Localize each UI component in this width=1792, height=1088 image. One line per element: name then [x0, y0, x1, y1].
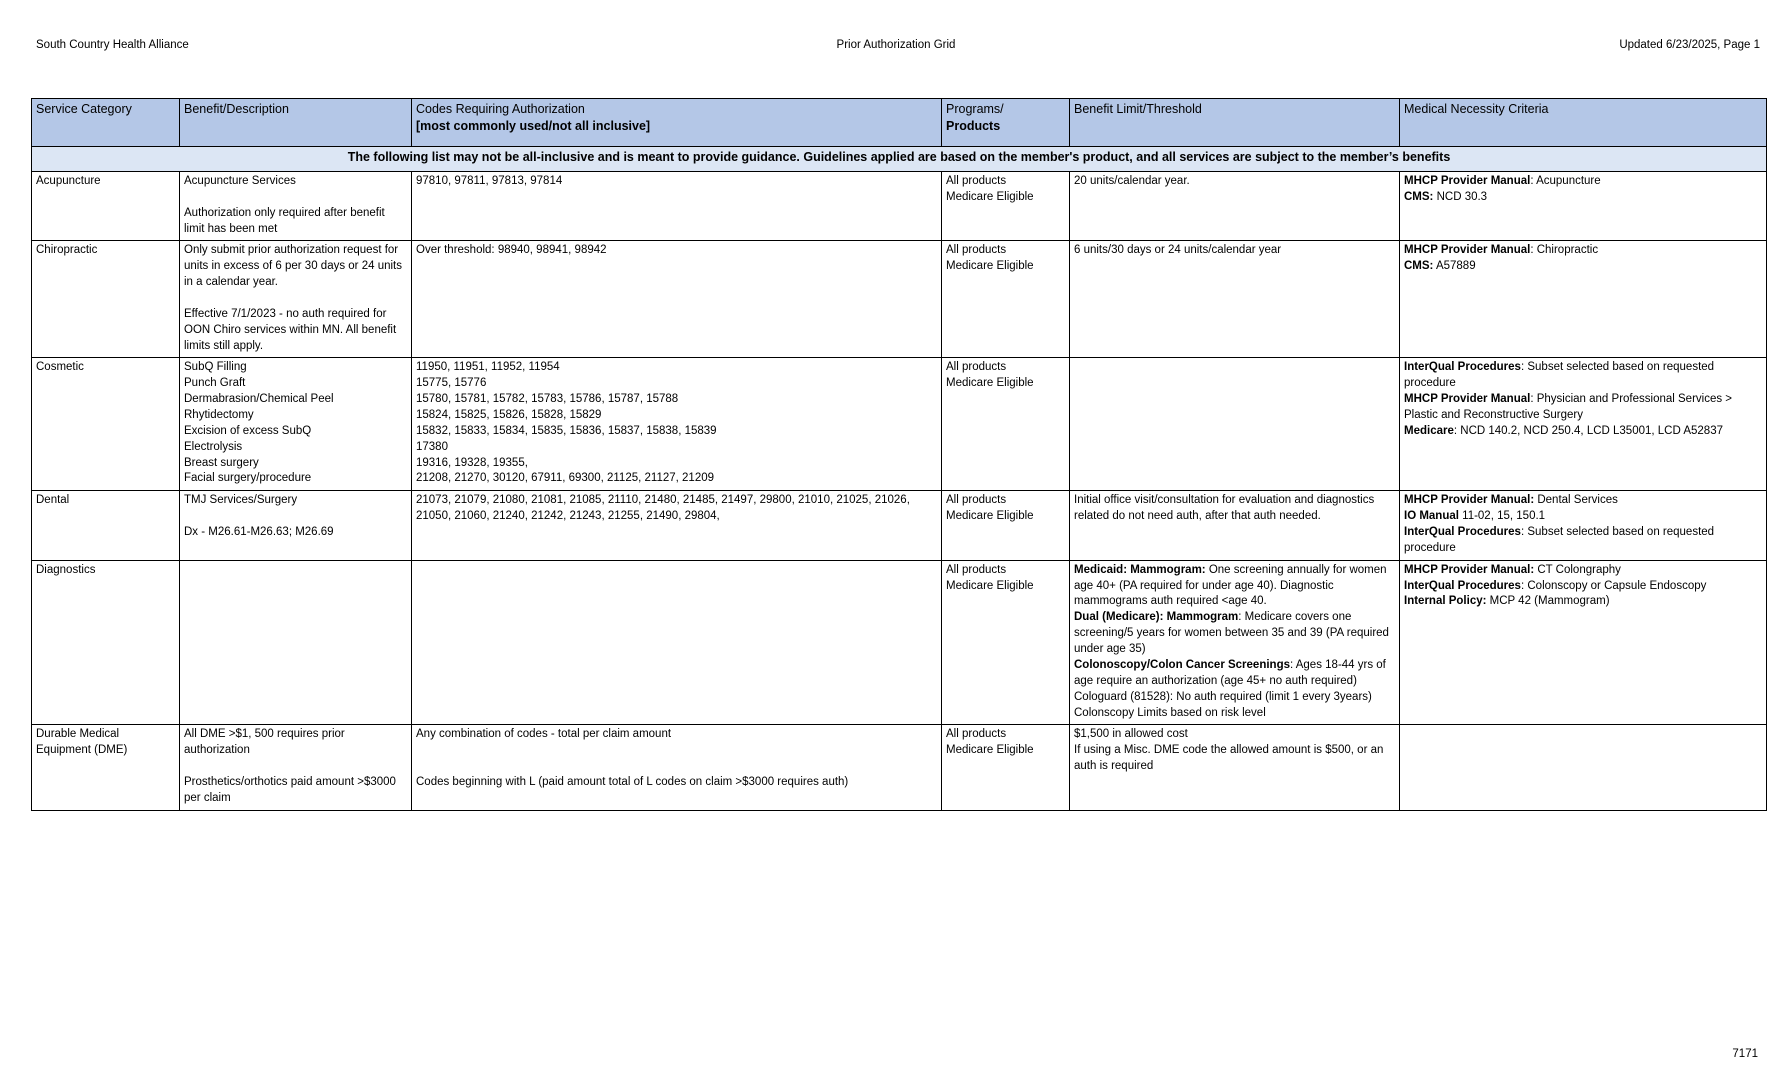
- cell-benefit-description-line: SubQ Filling: [184, 361, 247, 374]
- cell-programs-products-line: Medicare Eligible: [946, 260, 1034, 273]
- cell-medical-necessity-criteria: [1400, 358, 1767, 491]
- cell-benefit-limit-threshold-line: If using a Misc. DME code the allowed amount is $500, or an auth is required: [1074, 744, 1384, 773]
- cell-service-category: Durable Medical Equipment (DME): [32, 725, 180, 810]
- cell-benefit-description: [180, 491, 412, 560]
- cell-benefit-description-line: Rhytidectomy: [184, 409, 254, 422]
- cell-codes-requiring-authorization: [412, 172, 942, 241]
- cell-codes-requiring-authorization-line: 11950, 11951, 11952, 11954: [416, 361, 560, 374]
- cell-codes-requiring-authorization-line: Any combination of codes - total per claim amount: [416, 728, 672, 741]
- cell-benefit-description: [180, 358, 412, 491]
- cell-medical-necessity-criteria-item-text: Physician and Professional Services > Plastic and Reconstructive Surgery: [1404, 393, 1733, 422]
- cell-service-category: Acupuncture: [32, 172, 180, 241]
- cell-medical-necessity-criteria-item-label: IO Manual: [1404, 510, 1459, 523]
- cell-codes-requiring-authorization-line: 15832, 15833, 15834, 15835, 15836, 15837, 15838, 15839: [416, 424, 717, 437]
- cell-medical-necessity-criteria-item-separator: :: [1520, 526, 1525, 539]
- cell-medical-necessity-criteria-item-text: 11-02, 15, 150.1: [1458, 510, 1546, 523]
- cell-benefit-description-line: Authorization only required after benefit limit has been met: [184, 206, 385, 235]
- cell-medical-necessity-criteria-item-label: MHCP Provider Manual:: [1404, 563, 1535, 576]
- prior-authorization-grid: [31, 98, 1766, 811]
- column-header-label: Service Category: [36, 102, 132, 116]
- cell-programs-products-line: All products: [946, 728, 1007, 741]
- cell-codes-requiring-authorization-line: 15775, 15776: [416, 377, 487, 390]
- cell-medical-necessity-criteria-item-text: NCD 140.2, NCD 250.4, LCD L35001, LCD A52837: [1457, 424, 1723, 437]
- cell-benefit-description: [180, 725, 412, 810]
- column-header-programs-products: [942, 99, 1070, 147]
- cell-medical-necessity-criteria-item: [1404, 563, 1763, 579]
- column-header-benefit-description: [180, 99, 412, 147]
- cell-medical-necessity-criteria-item: [1404, 493, 1763, 509]
- cell-programs-products: [942, 491, 1070, 560]
- column-header-codes-requiring-authorization: [412, 99, 942, 147]
- cell-benefit-description-line: Facial surgery/procedure: [184, 472, 312, 485]
- spacer-line: [184, 509, 408, 525]
- table-header: [32, 99, 1767, 147]
- cell-medical-necessity-criteria-item: [1404, 424, 1763, 440]
- guidance-notice-row: [32, 147, 1767, 172]
- cell-programs-products-line: Medicare Eligible: [946, 579, 1034, 592]
- cell-medical-necessity-criteria: [1400, 560, 1767, 725]
- cell-codes-requiring-authorization-line: Over threshold: 98940, 98941, 98942: [416, 244, 607, 257]
- cell-programs-products-line: All products: [946, 175, 1007, 187]
- cell-benefit-limit-threshold-item: [1074, 610, 1396, 658]
- column-header-benefit-limit-threshold: [1070, 99, 1400, 147]
- prior-authorization-table: [31, 98, 1767, 811]
- cell-codes-requiring-authorization: [412, 358, 942, 491]
- table-row: [32, 491, 1767, 560]
- cell-medical-necessity-criteria-item: [1404, 174, 1763, 190]
- cell-benefit-limit-threshold-item-text: Colonscopy Limits based on risk level: [1074, 706, 1266, 719]
- cell-medical-necessity-criteria-item: [1404, 594, 1763, 610]
- cell-programs-products-line: Medicare Eligible: [946, 377, 1034, 390]
- column-header-medical-necessity-criteria: [1400, 99, 1767, 147]
- cell-medical-necessity-criteria-item-separator: :: [1530, 244, 1534, 257]
- cell-benefit-limit-threshold-line: Initial office visit/consultation for evaluation and diagnostics related do not need auth, after that auth needed.: [1074, 494, 1375, 523]
- cell-medical-necessity-criteria-item-text: Chiropractic: [1533, 244, 1599, 257]
- header-document-title: Prior Authorization Grid: [836, 39, 956, 51]
- cell-programs-products-line: All products: [946, 494, 1007, 507]
- cell-medical-necessity-criteria-item-text: Dental Services: [1534, 494, 1618, 507]
- cell-benefit-description-line: All DME >$1, 500 requires prior authorization: [184, 728, 345, 757]
- cell-benefit-description: [180, 172, 412, 241]
- cell-benefit-description-line: Dermabrasion/Chemical Peel: [184, 393, 334, 406]
- cell-medical-necessity-criteria-item-label: InterQual Procedures: [1404, 579, 1521, 592]
- cell-codes-requiring-authorization-line: Codes beginning with L (paid amount total of L codes on claim >$3000 requires auth): [416, 775, 849, 788]
- table-row: [32, 358, 1767, 491]
- cell-codes-requiring-authorization-line: 19316, 19328, 19355,: [416, 456, 528, 469]
- cell-medical-necessity-criteria-item-label: Internal Policy:: [1404, 595, 1487, 608]
- cell-benefit-limit-threshold: [1070, 358, 1400, 491]
- cell-medical-necessity-criteria-item-label: CMS:: [1404, 260, 1434, 273]
- cell-medical-necessity-criteria-item-text: A57889: [1433, 260, 1476, 273]
- column-header-service-category: [32, 99, 180, 147]
- cell-programs-products: [942, 172, 1070, 241]
- cell-medical-necessity-criteria-item-text: CT Colongraphy: [1534, 563, 1621, 576]
- cell-medical-necessity-criteria-item-text: MCP 42 (Mammogram): [1486, 595, 1610, 608]
- cell-medical-necessity-criteria: [1400, 172, 1767, 241]
- column-header-sublabel: Products: [946, 119, 1001, 134]
- column-header-label: Codes Requiring Authorization: [416, 102, 585, 116]
- cell-benefit-description-line: Breast surgery: [184, 456, 259, 469]
- cell-medical-necessity-criteria-item: [1404, 392, 1763, 424]
- cell-codes-requiring-authorization-line: 15780, 15781, 15782, 15783, 15786, 15787, 15788: [416, 393, 679, 406]
- cell-medical-necessity-criteria-item: [1404, 579, 1763, 595]
- spacer-line: [416, 743, 938, 759]
- page-footer: [1732, 1048, 1758, 1060]
- cell-benefit-description-line: Excision of excess SubQ: [184, 424, 312, 437]
- cell-benefit-limit-threshold: [1070, 491, 1400, 560]
- spacer-line: [184, 291, 408, 307]
- cell-medical-necessity-criteria-item: [1404, 190, 1763, 206]
- cell-medical-necessity-criteria: [1400, 491, 1767, 560]
- cell-service-category: Dental: [32, 491, 180, 560]
- cell-benefit-limit-threshold-line: 20 units/calendar year.: [1074, 175, 1190, 187]
- column-header-label: Benefit/Description: [184, 102, 289, 116]
- cell-medical-necessity-criteria-item-separator: :: [1530, 393, 1534, 406]
- column-header-label: Programs/: [946, 102, 1004, 116]
- cell-benefit-limit-threshold: [1070, 241, 1400, 358]
- cell-programs-products: [942, 241, 1070, 358]
- cell-medical-necessity-criteria: [1400, 241, 1767, 358]
- cell-medical-necessity-criteria-item-label: MHCP Provider Manual: [1404, 175, 1531, 187]
- cell-benefit-limit-threshold-item-text: One screening annually for women age 40+ (PA required for under age 40). Diagnostic mammograms auth required <age 40.: [1074, 563, 1387, 608]
- page-header: [0, 36, 1792, 54]
- cell-benefit-limit-threshold-item-label: Colonoscopy/Colon Cancer Screenings: [1074, 658, 1290, 671]
- table-row: [32, 172, 1767, 241]
- cell-service-category: Diagnostics: [32, 560, 180, 725]
- header-updated-page: Updated 6/23/2025, Page 1: [1619, 39, 1760, 51]
- table-header-row: [32, 99, 1767, 147]
- cell-medical-necessity-criteria-item-label: MHCP Provider Manual:: [1404, 494, 1535, 507]
- cell-benefit-description: [180, 560, 412, 725]
- cell-programs-products-line: All products: [946, 361, 1007, 374]
- cell-medical-necessity-criteria-item-text: Colonscopy or Capsule Endoscopy: [1524, 579, 1707, 592]
- cell-benefit-limit-threshold-item-label: Medicaid: Mammogram:: [1074, 563, 1206, 576]
- cell-medical-necessity-criteria-item: [1404, 525, 1763, 557]
- cell-programs-products: [942, 358, 1070, 491]
- cell-medical-necessity-criteria-item-text: Acupuncture: [1533, 175, 1601, 187]
- cell-medical-necessity-criteria-item-label: InterQual Procedures: [1404, 526, 1521, 539]
- column-header-label: Medical Necessity Criteria: [1404, 102, 1549, 116]
- cell-medical-necessity-criteria-item-text: Subset selected based on requested procedure: [1404, 526, 1715, 554]
- cell-programs-products: [942, 560, 1070, 725]
- cell-medical-necessity-criteria-item: [1404, 360, 1763, 392]
- cell-codes-requiring-authorization-line: 21073, 21079, 21080, 21081, 21085, 21110, 21480, 21485, 21497, 29800, 21010, 21025, 21026, 21050, 21060, 21240, 21242, 21243, 21255, 21490, 29804,: [416, 494, 910, 523]
- table-body: [32, 147, 1767, 811]
- cell-codes-requiring-authorization-line: 17380: [416, 440, 448, 453]
- spacer-line: [184, 759, 408, 775]
- cell-codes-requiring-authorization: [412, 560, 942, 725]
- cell-medical-necessity-criteria-item-separator: :: [1453, 424, 1458, 437]
- guidance-notice-text: The following list may not be all-inclusive and is meant to provide guidance. Guidelines applied are based on the member's product, and all services are subject to the member’s benefits: [32, 147, 1767, 172]
- cell-programs-products-line: Medicare Eligible: [946, 510, 1034, 523]
- cell-benefit-limit-threshold: [1070, 725, 1400, 810]
- cell-benefit-description-line: Dx - M26.61-M26.63; M26.69: [184, 526, 334, 539]
- cell-benefit-limit-threshold-item-text: Cologuard (81528): No auth required (limit 1 every 3years): [1074, 690, 1372, 703]
- cell-programs-products-line: Medicare Eligible: [946, 190, 1034, 203]
- header-organization: South Country Health Alliance: [36, 39, 189, 51]
- cell-benefit-description-line: Acupuncture Services: [184, 175, 296, 187]
- cell-benefit-limit-threshold-item-text: : Ages 18-44 yrs of age require an authorization (age 45+ no auth required): [1074, 658, 1386, 687]
- cell-programs-products-line: Medicare Eligible: [946, 744, 1034, 757]
- cell-service-category: Cosmetic: [32, 358, 180, 491]
- cell-benefit-limit-threshold-item: [1074, 690, 1396, 706]
- cell-benefit-description-line: TMJ Services/Surgery: [184, 494, 298, 507]
- table-row: [32, 560, 1767, 725]
- cell-programs-products: [942, 725, 1070, 810]
- cell-benefit-description-line: Electrolysis: [184, 440, 243, 453]
- cell-medical-necessity-criteria: [1400, 725, 1767, 810]
- cell-medical-necessity-criteria-item-separator: :: [1520, 361, 1525, 374]
- table-row: [32, 241, 1767, 358]
- cell-benefit-description-line: Prosthetics/orthotics paid amount >$3000 per claim: [184, 775, 396, 804]
- cell-benefit-description-line: Punch Graft: [184, 377, 246, 390]
- cell-codes-requiring-authorization-line: 15824, 15825, 15826, 15828, 15829: [416, 409, 602, 422]
- cell-service-category: Chiropractic: [32, 241, 180, 358]
- column-header-label: Benefit Limit/Threshold: [1074, 102, 1202, 116]
- cell-benefit-limit-threshold: [1070, 172, 1400, 241]
- cell-benefit-description: [180, 241, 412, 358]
- cell-medical-necessity-criteria-item-label: MHCP Provider Manual: [1404, 244, 1531, 257]
- cell-benefit-limit-threshold-item: [1074, 658, 1396, 690]
- cell-benefit-limit-threshold-line: 6 units/30 days or 24 units/calendar year: [1074, 244, 1282, 257]
- cell-codes-requiring-authorization: [412, 725, 942, 810]
- cell-codes-requiring-authorization-line: 21208, 21270, 30120, 67911, 69300, 21125, 21127, 21209: [416, 472, 715, 485]
- cell-codes-requiring-authorization: [412, 491, 942, 560]
- cell-medical-necessity-criteria-item-label: MHCP Provider Manual: [1404, 393, 1531, 406]
- cell-medical-necessity-criteria-item-separator: :: [1520, 579, 1525, 592]
- cell-medical-necessity-criteria-item: [1404, 259, 1763, 275]
- cell-medical-necessity-criteria-item-label: Medicare: [1404, 424, 1454, 437]
- cell-programs-products-line: All products: [946, 244, 1007, 257]
- cell-medical-necessity-criteria-item-label: CMS:: [1404, 190, 1434, 203]
- spacer-line: [416, 759, 938, 775]
- cell-benefit-limit-threshold-item-text: : Medicare covers one screening/5 years for women between 35 and 39 (PA required under age 35): [1074, 611, 1389, 656]
- cell-benefit-limit-threshold-item: [1074, 563, 1396, 611]
- cell-benefit-limit-threshold: [1070, 560, 1400, 725]
- cell-benefit-limit-threshold-line: $1,500 in allowed cost: [1074, 728, 1188, 741]
- cell-programs-products-line: All products: [946, 563, 1007, 576]
- cell-benefit-description-line: Only submit prior authorization request for units in excess of 6 per 30 days or 24 units in a calendar year.: [184, 244, 402, 289]
- cell-codes-requiring-authorization-line: 97810, 97811, 97813, 97814: [416, 175, 563, 187]
- cell-medical-necessity-criteria-item-separator: :: [1530, 175, 1534, 187]
- spacer-line: [184, 190, 408, 206]
- cell-medical-necessity-criteria-item: [1404, 509, 1763, 525]
- cell-medical-necessity-criteria-item-label: InterQual Procedures: [1404, 361, 1521, 374]
- cell-medical-necessity-criteria-item: [1404, 243, 1763, 259]
- cell-medical-necessity-criteria-item-text: Subset selected based on requested procedure: [1404, 361, 1715, 390]
- cell-benefit-limit-threshold-item-label: Dual (Medicare): Mammogram: [1074, 611, 1239, 624]
- column-header-sublabel: [most commonly used/not all inclusive]: [416, 119, 651, 134]
- table-row: [32, 725, 1767, 810]
- cell-medical-necessity-criteria-item-text: NCD 30.3: [1433, 190, 1488, 203]
- cell-benefit-limit-threshold-item: [1074, 706, 1396, 722]
- footer-document-code: 7171: [1732, 1048, 1758, 1060]
- cell-codes-requiring-authorization: [412, 241, 942, 358]
- cell-benefit-description-line: Effective 7/1/2023 - no auth required for OON Chiro services within MN. All benefit limits still apply.: [184, 307, 397, 352]
